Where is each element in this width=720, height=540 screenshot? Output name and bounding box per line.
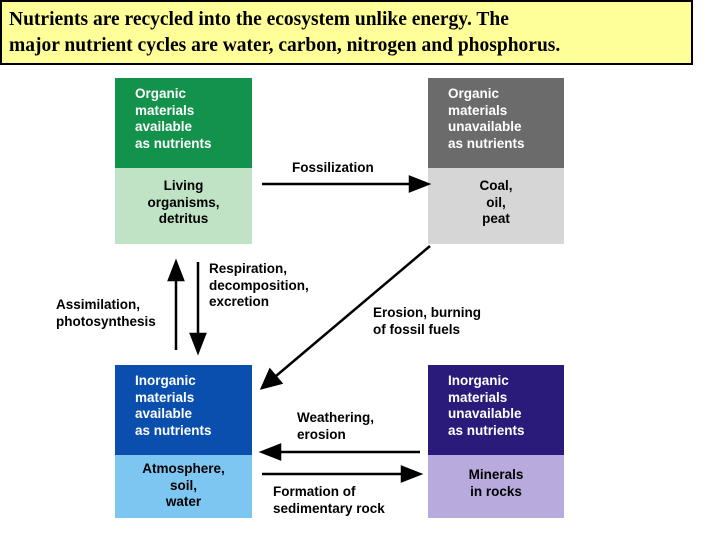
box-line: Coal, (479, 178, 513, 193)
label-line: Assimilation, (56, 297, 141, 312)
box-line: Inorganic (448, 373, 509, 388)
box-line: Minerals (468, 467, 524, 482)
fossilization-label (292, 160, 374, 177)
label-line: sedimentary rock (273, 500, 385, 516)
weathering-label (297, 410, 374, 443)
label-line: Erosion, burning (373, 305, 481, 320)
box-line: Organic (135, 86, 187, 101)
box-line: peat (482, 211, 510, 226)
box-line: materials (135, 102, 195, 118)
box-line: soil, (169, 477, 197, 493)
label-line: erosion (297, 426, 346, 442)
label-line: excretion (209, 294, 270, 309)
caption-line-2: major nutrient cycles are water, carbon, nitrogen and phosphorus. (9, 35, 561, 56)
box-line: Atmosphere, (142, 461, 225, 476)
box-line: as nutrients (135, 422, 212, 438)
box-line: as nutrients (135, 135, 212, 151)
caption-line-1: Nutrients are recycled into the ecosystem unlike energy. The (9, 9, 509, 30)
label-line: Fossilization (292, 160, 374, 175)
box-line: as nutrients (448, 135, 525, 151)
box-line: detritus (158, 211, 209, 226)
box-line: oil, (486, 194, 506, 210)
box-line: unavailable (448, 119, 522, 134)
fossilization-arrowhead (410, 177, 428, 191)
box-line: materials (448, 389, 508, 405)
respiration-label (209, 261, 309, 311)
box-line: water (165, 494, 202, 509)
weathering-arrowhead (262, 445, 280, 459)
box-line: in rocks (470, 483, 522, 499)
label-line: photosynthesis (56, 313, 156, 329)
box-line: unavailable (448, 406, 522, 421)
box-line: available (135, 406, 193, 421)
label-line: of fossil fuels (373, 321, 461, 337)
box-line: Living (163, 178, 204, 193)
box-line: available (135, 119, 193, 134)
box-line: materials (448, 102, 508, 118)
respiration-arrowhead (191, 334, 205, 352)
box-line: Inorganic (135, 373, 196, 388)
label-line: Formation of (273, 484, 356, 499)
box-line: organisms, (147, 194, 220, 210)
box-line: as nutrients (448, 422, 525, 438)
box-line: materials (135, 389, 195, 405)
formation-label (273, 484, 385, 517)
assimilation-arrowhead (169, 262, 183, 280)
box-line: Organic (448, 86, 500, 101)
assimilation-label (56, 297, 156, 330)
formation-arrowhead (402, 467, 420, 481)
erosion-burning-label (373, 305, 481, 338)
label-line: Weathering, (297, 410, 375, 425)
label-line: decomposition, (209, 277, 309, 293)
label-line: Respiration, (209, 261, 288, 276)
